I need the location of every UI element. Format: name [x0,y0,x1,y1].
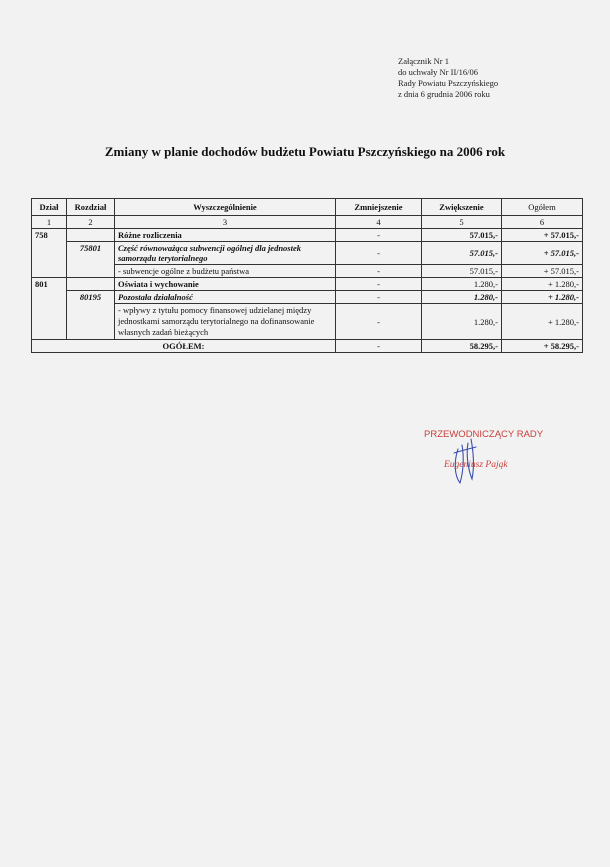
header-cell: Ogółem [502,199,583,216]
header-row [32,199,583,216]
dzial-cell [32,242,67,265]
rozdzial-cell [67,265,115,278]
dzial-cell [32,304,67,340]
zwiekszenie-cell: 1.280,- [422,304,502,340]
stamp-name: Eugeniusz Pająk [444,460,508,470]
opis-cell: Oświata i wychowanie [115,278,336,291]
note-line: Załącznik Nr 1 [398,56,449,66]
column-number: 2 [67,216,115,229]
zwiekszenie-cell: 57.015,- [422,265,502,278]
ogolem-cell: + 57.015,- [502,242,583,265]
header-cell: Rozdział [67,199,115,216]
attachment-note [398,56,498,100]
table-row [32,242,583,265]
dzial-cell: 801 [32,278,67,291]
table-row [32,291,583,304]
column-number: 6 [502,216,583,229]
note-line: do uchwały Nr II/16/06 [398,67,479,77]
header-cell: Wyszczególnienie [115,199,336,216]
rozdzial-cell [67,278,115,291]
table-row [32,229,583,242]
ogolem-cell: + 57.015,- [502,229,583,242]
column-number: 1 [32,216,67,229]
zwiekszenie-cell: 1.280,- [422,291,502,304]
column-number: 5 [422,216,502,229]
rozdzial-cell [67,304,115,340]
document-title: Zmiany w planie dochodów budżetu Powiatu Pszczyńskiego na 2006 rok [104,144,506,159]
zmniejszenie-cell: - [336,265,422,278]
rozdzial-cell: 80195 [67,291,115,304]
column-number-row [32,216,583,229]
zwiekszenie-cell: 1.280,- [422,278,502,291]
table-row [32,304,583,340]
rozdzial-cell: 75801 [67,242,115,265]
zmniejszenie-cell: - [336,242,422,265]
total-ogolem: + 58.295,- [502,340,583,353]
zmniejszenie-cell: - [336,278,422,291]
ogolem-cell: + 57.015,- [502,265,583,278]
total-row [32,340,583,353]
rozdzial-cell [67,229,115,242]
dzial-cell [32,291,67,304]
ogolem-cell: + 1.280,- [502,278,583,291]
dzial-cell [32,265,67,278]
ogolem-cell: + 1.280,- [502,291,583,304]
opis-cell: Różne rozliczenia [115,229,336,242]
signature-stamp [424,429,574,489]
total-zmniejszenie: - [336,340,422,353]
zmniejszenie-cell: - [336,229,422,242]
handwritten-signature [424,429,574,489]
note-line: z dnia 6 grudnia 2006 roku [398,89,490,99]
header-cell: Dział [32,199,67,216]
opis-cell: - wpływy z tytułu pomocy finansowej udzielanej między jednostkami samorządu terytorialnego na dofinansowanie własnych zadań bieżących [115,304,336,340]
table-row [32,265,583,278]
note-line: Rady Powiatu Pszczyńskiego [398,78,499,88]
stamp-title: PRZEWODNICZĄCY RADY [424,429,544,440]
opis-cell: - subwencje ogólne z budżetu państwa [115,265,336,278]
zwiekszenie-cell: 57.015,- [422,229,502,242]
ogolem-cell: + 1.280,- [502,304,583,340]
column-number: 4 [336,216,422,229]
column-number: 3 [115,216,336,229]
total-label: OGÓŁEM: [32,340,336,353]
opis-cell: Pozostała działalność [115,291,336,304]
zmniejszenie-cell: - [336,304,422,340]
zmniejszenie-cell: - [336,291,422,304]
budget-table [31,198,583,353]
header-cell: Zmniejszenie [336,199,422,216]
dzial-cell: 758 [32,229,67,242]
total-zwiekszenie: 58.295,- [422,340,502,353]
zwiekszenie-cell: 57.015,- [422,242,502,265]
opis-cell: Część równoważąca subwencji ogólnej dla jednostek samorządu terytorialnego [115,242,336,265]
header-cell: Zwiększenie [422,199,502,216]
table-row [32,278,583,291]
